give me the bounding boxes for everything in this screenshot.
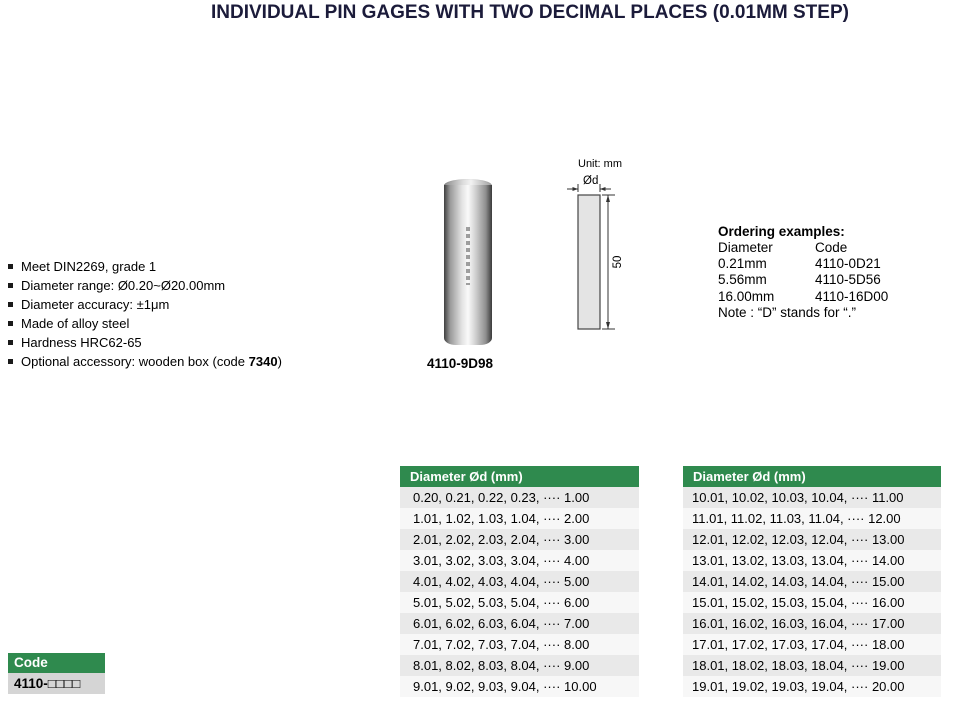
length-dim-label: 50 (612, 255, 624, 269)
ordering-diameter: 5.56mm (718, 272, 767, 288)
bullet-square-icon (8, 359, 13, 364)
feature-text: Diameter accuracy: ±1μm (21, 297, 170, 312)
table-row: 7.01, 7.02, 7.03, 7.04, ···· 8.00 (400, 634, 639, 655)
bullet-square-icon (8, 264, 13, 269)
code-value: 4110-□□□□ (8, 673, 105, 694)
ordering-col-code: Code (815, 240, 848, 255)
bullet-square-icon (8, 302, 13, 307)
accessory-code: 7340 (248, 354, 278, 369)
ordering-code: 4110-0D21 (815, 256, 881, 272)
table-row: 8.01, 8.02, 8.03, 8.04, ···· 9.00 (400, 655, 639, 676)
table-row: 11.01, 11.02, 11.03, 11.04, ···· 12.00 (683, 508, 941, 529)
unit-label: Unit: mm (578, 158, 622, 170)
table-header: Diameter Ød (mm) (400, 466, 639, 487)
feature-item (8, 314, 282, 333)
table-row: 1.01, 1.02, 1.03, 1.04, ···· 2.00 (400, 508, 639, 529)
table-row: 3.01, 3.02, 3.03, 3.04, ···· 4.00 (400, 550, 639, 571)
bullet-square-icon (8, 283, 13, 288)
pin-etched-marking (466, 227, 470, 285)
ordering-examples (718, 224, 888, 321)
feature-text: Meet DIN2269, grade 1 (21, 259, 157, 274)
code-header: Code (8, 653, 105, 673)
bullet-square-icon (8, 321, 13, 326)
feature-list (8, 257, 282, 371)
table-row: 9.01, 9.02, 9.03, 9.04, ···· 10.00 (400, 676, 639, 697)
dimension-drawing (555, 153, 665, 345)
ordering-code: 4110-16D00 (815, 288, 889, 304)
feature-text-suffix: ) (277, 354, 282, 369)
feature-text: Hardness HRC62-65 (21, 335, 142, 350)
table-row: 19.01, 19.02, 19.03, 19.04, ···· 20.00 (683, 676, 941, 697)
diameter-table-left (400, 466, 639, 697)
table-row: 6.01, 6.02, 6.03, 6.04, ···· 7.00 (400, 613, 639, 634)
table-row: 12.01, 12.02, 12.03, 12.04, ···· 13.00 (683, 529, 941, 550)
feature-text-prefix: Optional accessory: wooden box (code (21, 354, 249, 369)
feature-text: Made of alloy steel (21, 316, 130, 331)
photo-model-label: 4110-9D98 (427, 356, 494, 371)
ordering-code: 4110-5D56 (815, 272, 881, 288)
ordering-title: Ordering examples: (718, 224, 845, 239)
feature-text: Diameter range: Ø0.20~Ø20.00mm (21, 278, 226, 293)
table-row: 15.01, 15.02, 15.03, 15.04, ···· 16.00 (683, 592, 941, 613)
table-header: Diameter Ød (mm) (683, 466, 941, 487)
ordering-row (718, 289, 888, 305)
diameter-table-right (683, 466, 941, 697)
table-row: 4.01, 4.02, 4.03, 4.04, ···· 5.00 (400, 571, 639, 592)
feature-item (8, 276, 282, 295)
feature-item (8, 352, 282, 371)
table-row: 17.01, 17.02, 17.03, 17.04, ···· 18.00 (683, 634, 941, 655)
table-row: 14.01, 14.02, 14.03, 14.04, ···· 15.00 (683, 571, 941, 592)
table-row: 2.01, 2.02, 2.03, 2.04, ···· 3.00 (400, 529, 639, 550)
ordering-col-diameter: Diameter (718, 240, 773, 255)
diameter-dim-label: Ød (583, 175, 599, 187)
table-row: 16.01, 16.02, 16.03, 16.04, ···· 17.00 (683, 613, 941, 634)
feature-item (8, 295, 282, 314)
table-row: 13.01, 13.02, 13.03, 13.04, ···· 14.00 (683, 550, 941, 571)
pin-outline (578, 195, 600, 329)
ordering-note: Note : “D” stands for “.” (718, 304, 857, 320)
ordering-diameter: 16.00mm (718, 288, 775, 304)
feature-item (8, 333, 282, 352)
page-title: INDIVIDUAL PIN GAGES WITH TWO DECIMAL PLACES (0.01MM STEP) (211, 2, 849, 23)
ordering-diameter: 0.21mm (718, 256, 767, 272)
order-code-block (8, 653, 105, 694)
ordering-header-row (718, 240, 888, 256)
table-row: 5.01, 5.02, 5.03, 5.04, ···· 6.00 (400, 592, 639, 613)
table-row: 0.20, 0.21, 0.22, 0.23, ···· 1.00 (400, 487, 639, 508)
feature-item (8, 257, 282, 276)
table-row: 18.01, 18.02, 18.03, 18.04, ···· 19.00 (683, 655, 941, 676)
pin-gage-photo (444, 179, 492, 345)
ordering-row (718, 272, 888, 288)
ordering-row (718, 256, 888, 272)
bullet-square-icon (8, 340, 13, 345)
table-row: 10.01, 10.02, 10.03, 10.04, ···· 11.00 (683, 487, 941, 508)
